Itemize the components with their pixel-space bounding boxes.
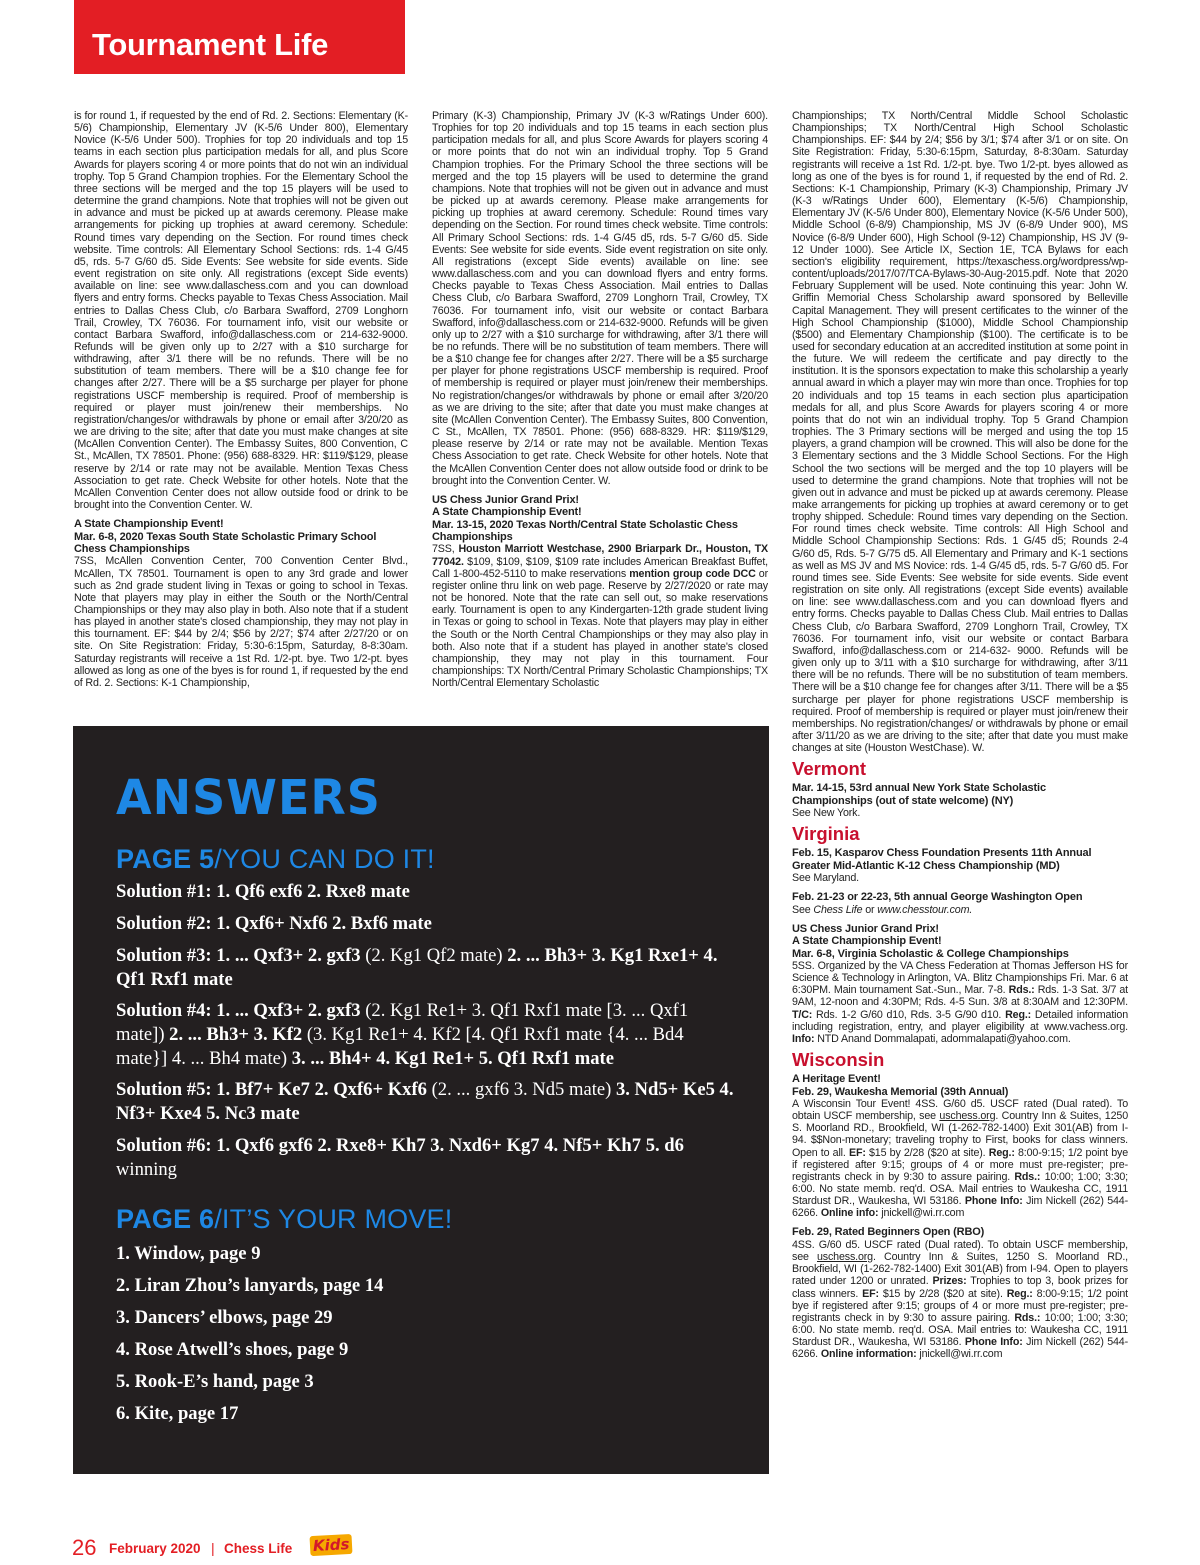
solution-4: Solution #4: 1. ... Qxf3+ 2. gxf3 (2. Kg1 Re1+ 3. Qf1 Rxf1 mate [3. ... Qxf1 mate]) 2. ... Bh3+ 3. Kf2 (3. Kg1 Re1+ 4. Kf2 [4. Qf1 Rxf1 mate {4. ... Bd4 mate}] 4. ... Bh4 mate) 3. ... Bh4+ 4. Kg1 Re1+ 5. Qf1 Rxf1 mate <box>116 1000 689 1069</box>
event-title: Feb. 29, Rated Beginners Open (RBO) <box>792 1226 985 1239</box>
event-title: Mar. 6-8, Virginia Scholastic & College Championships <box>792 947 1069 960</box>
event-body: 5SS. Organized by the VA Chess Federation at Thomas Jefferson HS for Science & Technology in Arlington, VA. Blitz Championships Fri. Mar. 6 at 6:30PM. Main tournament Sat.-Sun., Mar. 7-8. Rds.: Rds. 1-3 Sat. 3/7 at 9AM, 12-noon and 4:30PM; Rds. 4-5 Sun. 3/8 at 8:30AM and 12:30PM. T/C: Rds. 1-2 G/60 d10, Rds. 3-5 G/90 d10. Reg.: Detailed information including registration, entry, and player eligibility at www.vachess.org. Info: NTD Anand Dommalapati, adommalapati@yahoo.com. <box>792 960 1129 1045</box>
issue-date: February 2020 <box>109 1541 201 1556</box>
event-kicker: A State Championship Event! <box>792 935 942 948</box>
event-body: Championships; TX North/Central Middle School Scholastic Championships; TX North/Central High School Scholastic Championships. EF: $44 by 2/4; $56 by 3/1; $74 after 3/1 or on site. On Site Registration: Friday, 5:30-6:15pm, Saturday, 8-8:30am. Saturday registrants will receive a 1st Rd. 1/2-pt. bye. Two 1/2-pt. byes allowed as long as one of the byes is for round 1, if requested by the end of Rd. 2. Sections: K-1 Championship, Primary (K-3) Championship, Primary JV (K-3 w/Ratings Under 600), Elementary (K-5/6) Championship, Elementary JV (K-5/6 Under 800), Elementary Novice (K-5/6 Under 500), Middle School (6-8/9) Championship, MS JV (6-8/9 Under 900), MS Novice (6-8/9 Under 600), High School (9-12) Championship, HS JV (9-12 Under 1000). See Article IX, Section 1E, TCA Bylaws for each section's eligibility requirement, https://texaschess.org/wordpress/wp-content/uploads/2017/07/TCA-Bylaws-30-Aug-2015.pdf. Note that 2020 February Supplement will be used. Note continuing this year: John W. Griffin Memorial Chess Scholarship award sponsored by Belleville Capital Management. They will present certificates to the winner of the High School Championship ($1000), Middle School Championship ($500) and Elementary Championship ($100). The certificate is to be used for secondary education at an accredited institution at some point in the future. We will redeem the certificate and pay directly to the institution. It is the sponsors expectation to make this scholarship a yearly annual award in which a player may win more than once. Trophies for top 20 individuals and top 15 teams in each section plus aparticipation medals for all, and plus Score Awards for players scoring 4 or more points that do not win an individual trophy. Top 5 Grand Champion trophies. The 3 Primary sections will be merged and using the top 15 players, a grand champion will be crowned. This will also be done for the 3 Elementary sections and the 3 Middle School Sections. For the High School the two sections will be merged and the top 10 players will be used to determine the grand champions. Note that trophies will not be given out in advance and must be picked up at awards ceremony. Please make arrangements for picking up trophies at award ceremony or to get trophy shipped. Schedule: Round times vary depending on the Section. For round times check website. Time controls: All High School and Middle School Championship Sections: Rds. 1 G/45 d5; Rounds 2-4 G/60 d5, Rds. 5-7 G/75 d5. All Elementary and Primary and K-1 sections as well as MS JV and MS Novice: rds. 1-4 G/45 d5, rds. 5-7 G/60 d5. For round times see. Side Events: See website for side events. Side event registration on site only. All registrations (except Side events) available on line: see www.dallaschess.com and you can download flyers and entry forms. Checks payable to Dallas Chess Club. Mail entries to Dallas Chess Club, c/o Barbara Swafford, 2709 Longhorn Trail, Crowley, TX 76036. For tournament info, visit our website or contact Barbara Swafford, info@dallaschess.com or 214-632- 9000. Refunds will be given only up to 3/11 with a $10 surcharge for withdrawing, after 3/11 there will be no refunds. There will be no substitution of team members. There will be a $10 change fee for changes after 3/11. There will be a $5 surcharge per player for phone registrations USCF membership is required. Proof of membership is required or player must join/renew their memberships. No registration/changes/ or withdrawals by phone or email after 3/11/20 as we are driving to the site; after that date you must make changes at site (Houston WestChase). W. <box>792 110 1128 755</box>
solution-6: Solution #6: 1. Qxf6 gxf6 2. Rxe8+ Kh7 3. Nxd6+ Kg7 4. Nf5+ Kh7 5. d6 winning <box>116 1135 684 1180</box>
event-kicker: A Heritage Event! <box>792 1073 881 1086</box>
event-kicker: A State Championship Event! <box>74 518 224 531</box>
link-uschess: uschess.org <box>939 1110 996 1123</box>
section-title: Tournament Life <box>92 27 329 62</box>
solution-3: Solution #3: 1. ... Qxf3+ 2. gxf3 (2. Kg1 Qf2 mate) 2. ... Bh3+ 3. Kg1 Rxe1+ 4. Qf1 Rxf1 mate <box>116 945 718 990</box>
link-uschess: uschess.org <box>817 1251 873 1264</box>
solution-2: Solution #2: 1. Qxf6+ Nxf6 2. Bxf6 mate <box>116 913 432 934</box>
footer-separator: | <box>211 1540 215 1556</box>
event-body: See Maryland. <box>792 872 859 885</box>
event-venue: Houston Marriott Westchase, 2900 Briarpark Dr., Houston, TX 77042. <box>432 543 769 568</box>
column-1 <box>74 110 408 689</box>
event-body: 7SS, Houston Marriott Westchase, 2900 Briarpark Dr., Houston, TX 77042. $109, $109, $109, $109 rate includes American Breakfast Buffet, Call 1-800-452-5110 to make reservations mention group code DCC or register online thru link on web page. Reserve by 2/27/2020 or rate may not be honored. Note that the rate can sell out, so make reservations early. Tournament is open to any Kindergarten-12th grade student living in Texas or going to school in Texas. Note that players may play in either the South or the North Central Championships or they may also play in both. Also note that if a student has played in another state's closed championship, they may not play in this tournament. Four championships: TX North/Central Primary Scholastic Championships; TX North/Central Elementary Scholastic <box>432 543 769 690</box>
move-answer: 1. Window, page 9 <box>116 1243 261 1264</box>
page-number: 26 <box>72 1535 97 1560</box>
event-title: Mar. 13-15, 2020 Texas North/Central State Scholastic Chess Championships <box>432 518 738 544</box>
magazine-name: Chess Life <box>224 1541 293 1556</box>
event-body: 4SS. G/60 d5. USCF rated (Dual rated). To obtain USCF membership, see uschess.org. Country Inn & Suites, 1250 S. Moorland RD., Brookfield, WI (1-262-782-1400) Exit 301(AB) from I-94. Open to players rated under 1200 or unrated. Prizes: Trophies to top 3, book prizes for class winners. EF: $15 by 2/28 ($20 at site). Reg.: 8:00-9:15; 1/2 point bye if registered after 9:15; groups of 4 or more must pre-register; pre-registrants check in by 9:30 to assure pairing. Rds.: 10:00; 1:00; 3:30; 6:00. No state memb. req'd. OSA. Mail entries to: Waukesha CC, 1911 Stardust DR., Waukesha, WI 53186. Phone Info: Jim Nickell (262) 544-6266. Online information: jnickell@wi.rr.com <box>792 1238 1128 1361</box>
answers-title: ANSWERS <box>116 768 381 826</box>
move-answer: 3. Dancers’ elbows, page 29 <box>116 1307 333 1328</box>
link-chesstour: www.chesstour.com. <box>877 903 973 916</box>
column-2 <box>432 110 768 689</box>
answers-box <box>73 726 769 1474</box>
event-body: 7SS, McAllen Convention Center, 700 Convention Center Blvd., McAllen, TX 78501. Tournament is open to any 3rd grade and lower such as 2nd grade student living in Texas or going to school in Texas. Note that players may play in either the South or the North/Central Championships or they may also play in both. Also note that if a student has played in another state's closed championship, they may not play in this tournament. EF: $44 by 2/4; $56 by 2/27; $74 after 2/27/20 or on site. On Site Registration: Friday, 5:30-6:15pm, Saturday, 8-8:30am. Saturday registrants will receive a 1st Rd. 1/2-pt. bye. Two 1/2-pt. byes allowed as long as one of the byes is for round 1, if requested by the end of Rd. 2. Sections: K-1 Championship, <box>74 555 408 689</box>
move-answer: 2. Liran Zhou’s lanyards, page 14 <box>116 1275 384 1296</box>
event-title: Feb. 15, Kasparov Chess Foundation Presents 11th Annual Greater Mid-Atlantic K-12 Chess Championship (MD) <box>792 847 1092 872</box>
group-code: mention group code DCC <box>629 567 756 580</box>
event-body: Primary (K-3) Championship, Primary JV (K-3 w/Ratings Under 600). Trophies for top 20 individuals and top 15 teams in each section plus participation medals for all, and plus Score Awards for players scoring 4 or more points that do not win an individual trophy. Top 5 Grand Champion trophies. For the Primary School the three sections will be merged and the top 15 players will be used to determine the grand champions. Note that trophies will not be given out in advance and must be picked up at awards ceremony. Please make arrangements for picking up trophies at award ceremony. Schedule: Round times vary depending on the Section. For round times check website. Time controls: All Primary School Sections: rds. 1-4 G/45 d5, rds. 5-7 G/60 d5. Side Events: See website for side events. Side event registration on site only. All registrations (except Side events) available on line: see www.dallaschess.com and you can download flyers and entry forms. Checks payable to Texas Chess Association. Mail entries to Dallas Chess Club, c/o Barbara Swafford, 2709 Longhorn Trail, Crowley, TX 76036. For tournament info, visit our website or contact Barbara Swafford, info@dallaschess.com or 214-632-9000. Refunds will be given only up to 2/27 with a $10 surcharge for withdrawing, after 3/1 there will be no refunds. There will be no substitution of team members. There will be a $10 change fee for changes after 2/27. There will be a $5 surcharge per player for phone registrations USCF membership is required. Proof of membership is required or player must join/renew their memberships. No registration/changes/or withdrawals by phone or email after 3/20/20 as we are driving to the site; after that date you must make changes at site (McAllen Convention Center). The Embassy Suites, 800 Convention, C St., McAllen, TX 78501. Phone: (956) 688-8329. HR: $119/$129, please reserve by 2/14 or rate may not be available. Mention Texas Chess Association to get rate. Check Website for other hotels. Note that the McAllen Convention Center does not allow outside food or drink to be brought into the Convention Center. W. <box>432 110 768 487</box>
state-heading-wisconsin: Wisconsin <box>792 1049 885 1071</box>
event-title: Feb. 29, Waukesha Memorial (39th Annual) <box>792 1085 1009 1098</box>
link-chess-life: Chess Life <box>813 903 863 916</box>
event-body: A Wisconsin Tour Event! 4SS. G/60 d5. USCF rated (Dual rated). To obtain USCF membership, see uschess.org. Country Inn & Suites, 1250 S. Moorland RD., Brookfield, WI (1-262-782-1400) Exit 301(AB) from I-94. $$Non-monetary; traveling trophy to First, books for class winners. Open to all. EF: $15 by 2/28 ($20 at site). Reg.: 8:00-9:15; 1/2 point bye if registered after 9:15; groups of 4 or more must pre-register; pre-registrants check in by 9:30 to assure pairing. Rds.: 10:00; 1:00; 3:30; 6:00. No state memb. req'd. OSA. Mail entries to Waukesha CC, 1911 Stardust DR., Waukesha, WI 53186. Phone Info: Jim Nickell (262) 544-6266. Online info: jnickell@wi.rr.com <box>792 1097 1128 1220</box>
page5-heading: PAGE 5/YOU CAN DO IT! <box>116 844 435 874</box>
section-header-bar <box>74 0 405 74</box>
event-body: is for round 1, if requested by the end of Rd. 2. Sections: Elementary (K-5/6) Championship, Elementary JV (K-5/6 Under 800), Elementary Novice (K-5/6 Under 500). Trophies for top 20 individuals and top 15 teams in each section plus participation medals for all, and plus Score Awards for players scoring 4 or more points that do not win an individual trophy. Top 5 Grand Champion trophies. For the Elementary School the three sections will be merged and the top 15 players will be used to determine the grand champions. Note that trophies will not be given out in advance and must be picked up at awards ceremony. Please make arrangements for picking up trophies at award ceremony. Schedule: Round times vary depending on the Section. For round times check website. Time controls: All Elementary School Sections: rds. 1-4 G/45 d5, rds. 5-7 G/60 d5. Side Events: See website for side events. Side event registration on site only. All registrations (except Side events) available on line: see www.dallaschess.com and you can download flyers and entry forms. Checks payable to Texas Chess Association. Mail entries to Dallas Chess Club, c/o Barbara Swafford, 2709 Longhorn Trail, Crowley, TX 76036. For tournament info, visit our website or contact Barbara Swafford, info@dallaschess.com or 214-632-9000. Refunds will be given only up to 2/27 with a $10 surcharge for withdrawing, after 3/1 there will be no refunds. There will be no substitution of team members. There will be a $10 change fee for changes after 2/27. There will be a $5 surcharge per player for phone registrations USCF membership is required. Proof of membership is required or player must join/renew their memberships. No registration/changes/or withdrawals by phone or email after 3/20/20 as we are driving to the site; after that date you must make changes at site (McAllen Convention Center). The Embassy Suites, 800 Convention, C St., McAllen, TX 78501. Phone: (956) 688-8329. HR: $119/$129, please reserve by 2/14 or rate may not be available. Mention Texas Chess Association to get rate. Check Website for other hotels. Note that the McAllen Convention Center does not allow outside food or drink to be brought into the Convention Center. W. <box>74 110 408 511</box>
state-heading-virginia: Virginia <box>792 823 860 845</box>
event-kicker: US Chess Junior Grand Prix! <box>432 493 579 506</box>
column-3 <box>792 110 1128 1360</box>
event-body: See Chess Life or www.chesstour.com. <box>792 903 973 916</box>
event-kicker: US Chess Junior Grand Prix! <box>792 922 939 935</box>
event-title: Mar. 14-15, 53rd annual New York State Scholastic Championships (out of state welcome) (NY) <box>792 782 1046 807</box>
solution-5: Solution #5: 1. Bf7+ Ke7 2. Qxf6+ Kxf6 (2. ... gxf6 3. Nd5 mate) 3. Nd5+ Ke5 4. Nf3+ Kxe4 5. Nc3 mate <box>116 1079 734 1124</box>
event-kicker: A State Championship Event! <box>432 506 582 519</box>
move-answer: 6. Kite, page 17 <box>116 1403 239 1424</box>
event-body: See New York. <box>792 807 861 820</box>
event-title: Feb. 21-23 or 22-23, 5th annual George Washington Open <box>792 891 1083 904</box>
solution-1: Solution #1: 1. Qf6 exf6 2. Rxe8 mate <box>116 881 410 902</box>
kids-logo: Kids <box>310 1534 353 1556</box>
page6-heading: PAGE 6/IT’S YOUR MOVE! <box>116 1204 453 1234</box>
move-answer: 4. Rose Atwell’s shoes, page 9 <box>116 1339 349 1360</box>
event-title: Mar. 6-8, 2020 Texas South State Scholastic Primary School Chess Championships <box>74 530 377 555</box>
state-heading-vermont: Vermont <box>792 758 867 780</box>
move-answer: 5. Rook-E’s hand, page 3 <box>116 1371 314 1392</box>
